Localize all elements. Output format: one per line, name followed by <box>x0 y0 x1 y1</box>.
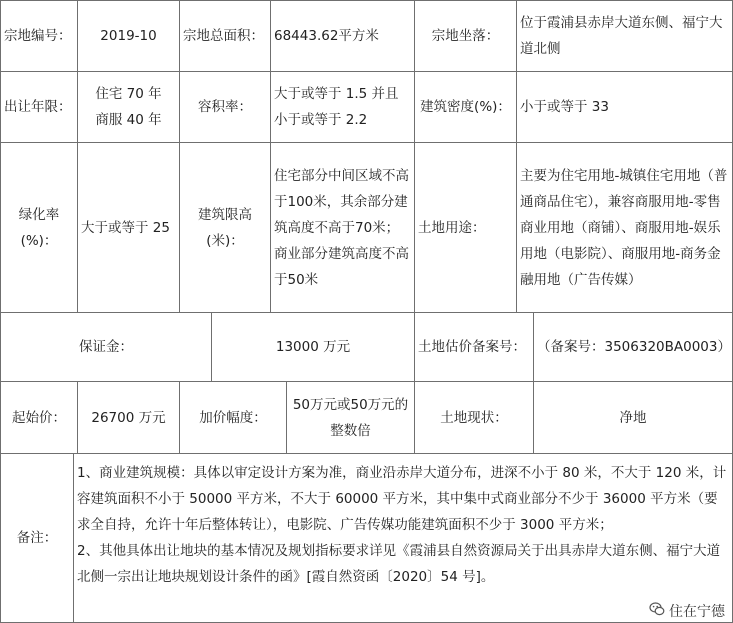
wechat-icon <box>649 601 665 621</box>
location-value: 位于霞浦县赤岸大道东侧、福宁大道北侧 <box>516 0 733 72</box>
start-price-label: 起始价： <box>0 381 78 454</box>
watermark-text: 住在宁德 <box>669 604 725 620</box>
far-value: 大于或等于 1.5 并且小于或等于 2.2 <box>270 71 415 143</box>
land-use-label: 土地用途： <box>414 142 517 313</box>
term-value: 住宅 70 年 商服 40 年 <box>77 71 180 143</box>
deposit-label: 保证金： <box>0 312 212 382</box>
land-use-value: 主要为住宅用地-城镇住宅用地（普通商品住宅），兼容商服用地-零售商业用地（商铺）、商服用地-娱乐用地（电影院）、商服用地-商务金融用地（广告传媒） <box>516 142 733 313</box>
density-label: 建筑密度(%)： <box>414 71 517 143</box>
height-limit-label: 建筑限高 (米)： <box>179 142 271 313</box>
start-price-value: 26700 万元 <box>77 381 180 454</box>
far-label: 容积率： <box>179 71 271 143</box>
watermark <box>647 601 727 621</box>
location-label: 宗地坐落： <box>414 0 517 72</box>
remarks-value: 1、商业建筑规模：具体以审定设计方案为准，商业沿赤岸大道分布，进深不小于 80 米，不大于 120 米，计容建筑面积不小于 50000 平方米，不大于 60000 平方米，其中集中式商业部分不少于 36000 平方米（要求全自持，允许十年后整体转让），电影院、广告传媒功能建筑面积不少于 3000 平方米； 2、其他具体出让地块的基本情况及规划指标要求详见《霞浦县自然资源局关于出具赤岸大道东侧、福宁大道北侧一宗出让地块规划设计条件的函》[霞自然资函〔2020〕54 号]。 <box>73 453 733 623</box>
height-limit-value: 住宅部分中间区域不高于100米，其余部分建筑高度不高于70米；商业部分建筑高度不高于50米 <box>270 142 415 313</box>
increment-value: 50万元或50万元的整数倍 <box>286 381 415 454</box>
green-ratio-label: 绿化率 (%)： <box>0 142 78 313</box>
increment-label: 加价幅度： <box>179 381 287 454</box>
land-status-value: 净地 <box>533 381 733 454</box>
land-status-label: 土地现状： <box>414 381 534 454</box>
appraisal-label: 土地估价备案号： <box>414 312 534 382</box>
remarks-label: 备注： <box>0 453 74 623</box>
term-label: 出让年限： <box>0 71 78 143</box>
deposit-value: 13000 万元 <box>211 312 415 382</box>
density-value: 小于或等于 33 <box>516 71 733 143</box>
parcel-no-label: 宗地编号： <box>0 0 78 72</box>
total-area-label: 宗地总面积： <box>179 0 271 72</box>
parcel-no-value: 2019-10 <box>77 0 180 72</box>
total-area-value: 68443.62平方米 <box>270 0 415 72</box>
appraisal-value: （备案号：3506320BA0003） <box>533 312 733 382</box>
green-ratio-value: 大于或等于 25 <box>77 142 180 313</box>
